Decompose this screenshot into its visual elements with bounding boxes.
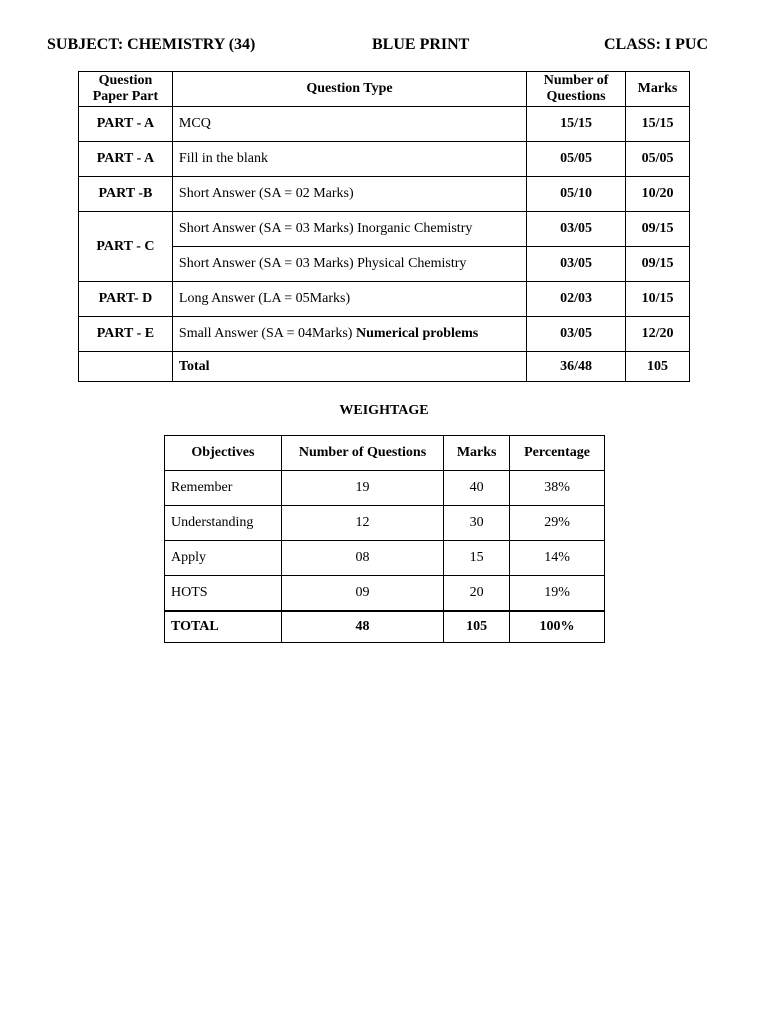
number-cell: 09 <box>281 576 443 611</box>
document-title: BLUE PRINT <box>372 36 470 53</box>
question-type-cell: Long Answer (LA = 05Marks) <box>172 282 526 317</box>
percentage-cell: 38% <box>510 471 605 506</box>
question-type-cell: Short Answer (SA = 03 Marks) Inorganic Chemistry <box>172 212 526 247</box>
marks-cell: 15 <box>444 541 510 576</box>
total-number: 36/48 <box>527 352 626 382</box>
number-cell: 12 <box>281 506 443 541</box>
table-row <box>79 142 690 177</box>
number-cell: 05/05 <box>527 142 626 177</box>
part-cell: PART- D <box>79 282 173 317</box>
subject-heading: SUBJECT: CHEMISTRY (34) <box>47 36 256 53</box>
objective-cell: Apply <box>165 541 282 576</box>
question-type-cell: MCQ <box>172 107 526 142</box>
table-row <box>165 541 605 576</box>
table-row <box>79 107 690 142</box>
weightage-header-row <box>165 436 605 471</box>
document-header <box>0 36 768 56</box>
marks-cell: 12/20 <box>626 317 690 352</box>
marks-cell: 20 <box>444 576 510 611</box>
percentage-cell: 14% <box>510 541 605 576</box>
column-header-question-type: Question Type <box>172 72 526 107</box>
objective-cell: HOTS <box>165 576 282 611</box>
table-row <box>79 212 690 247</box>
number-cell: 03/05 <box>527 317 626 352</box>
blueprint-total-row <box>79 352 690 382</box>
marks-cell: 10/20 <box>626 177 690 212</box>
question-type-cell: Fill in the blank <box>172 142 526 177</box>
total-number: 48 <box>281 611 443 643</box>
table-row <box>165 471 605 506</box>
total-label: TOTAL <box>165 611 282 643</box>
table-row <box>79 177 690 212</box>
question-type-emphasis: Numerical problems <box>355 326 479 341</box>
total-marks: 105 <box>626 352 690 382</box>
question-type-cell <box>172 317 526 352</box>
number-cell: 05/10 <box>527 177 626 212</box>
column-header-percentage: Percentage <box>510 436 605 471</box>
blueprint-table <box>78 71 690 382</box>
class-heading: CLASS: I PUC <box>604 36 709 53</box>
part-cell: PART -B <box>79 177 173 212</box>
question-type-cell: Short Answer (SA = 02 Marks) <box>172 177 526 212</box>
number-cell: 19 <box>281 471 443 506</box>
weightage-table <box>164 435 605 643</box>
empty-cell <box>79 352 173 382</box>
marks-cell: 10/15 <box>626 282 690 317</box>
total-percentage: 100% <box>510 611 605 643</box>
column-header-part: Question Paper Part <box>79 72 173 107</box>
marks-cell: 05/05 <box>626 142 690 177</box>
column-header-marks: Marks <box>626 72 690 107</box>
marks-cell: 09/15 <box>626 247 690 282</box>
total-label: Total <box>172 352 526 382</box>
table-row <box>79 282 690 317</box>
part-cell: PART - A <box>79 107 173 142</box>
marks-cell: 15/15 <box>626 107 690 142</box>
part-cell: PART - E <box>79 317 173 352</box>
marks-cell: 40 <box>444 471 510 506</box>
blueprint-header-row <box>79 72 690 107</box>
part-cell: PART - A <box>79 142 173 177</box>
number-cell: 03/05 <box>527 247 626 282</box>
objective-cell: Remember <box>165 471 282 506</box>
weightage-total-row <box>165 611 605 643</box>
objective-cell: Understanding <box>165 506 282 541</box>
number-cell: 15/15 <box>527 107 626 142</box>
percentage-cell: 19% <box>510 576 605 611</box>
number-cell: 08 <box>281 541 443 576</box>
number-cell: 03/05 <box>527 212 626 247</box>
number-cell: 02/03 <box>527 282 626 317</box>
table-row <box>165 576 605 611</box>
column-header-marks: Marks <box>444 436 510 471</box>
column-header-number-of-questions: Number of Questions <box>527 72 626 107</box>
question-type-text: Small Answer (SA = 04Marks) <box>178 326 356 341</box>
question-type-cell: Short Answer (SA = 03 Marks) Physical Chemistry <box>172 247 526 282</box>
column-header-objectives: Objectives <box>165 436 282 471</box>
percentage-cell: 29% <box>510 506 605 541</box>
marks-cell: 30 <box>444 506 510 541</box>
part-cell: PART - C <box>79 212 173 282</box>
weightage-title: WEIGHTAGE <box>339 403 429 418</box>
table-row <box>79 317 690 352</box>
table-row <box>165 506 605 541</box>
marks-cell: 09/15 <box>626 212 690 247</box>
column-header-number-of-questions: Number of Questions <box>281 436 443 471</box>
total-marks: 105 <box>444 611 510 643</box>
